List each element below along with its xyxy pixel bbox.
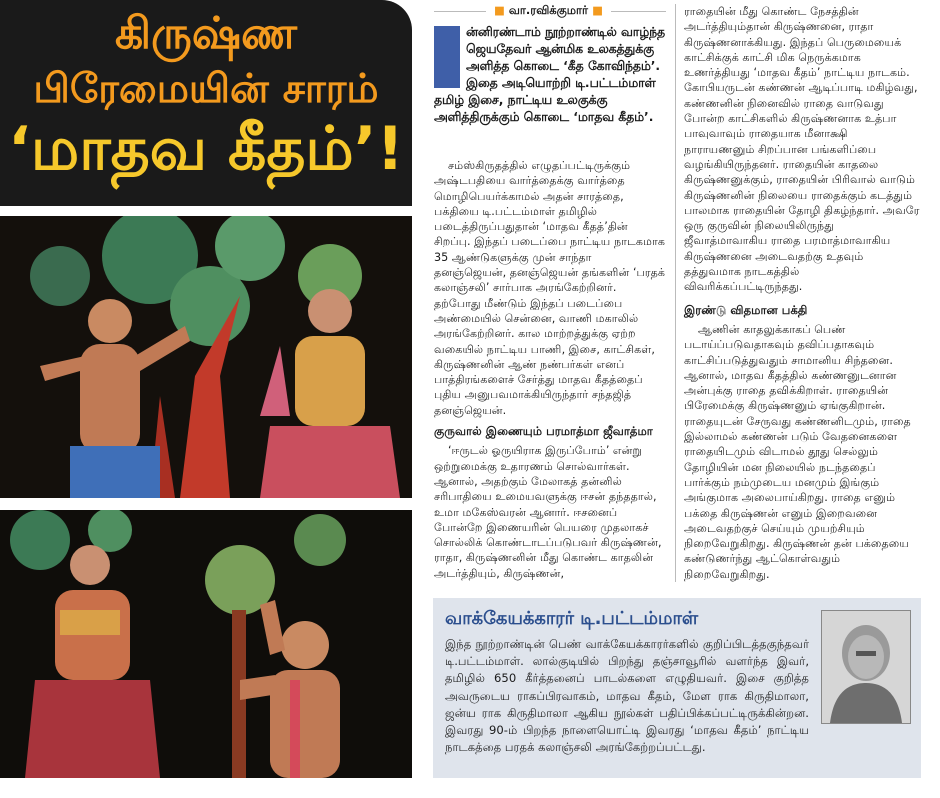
headline-line-3: ‘மாதவ கீதம்’!: [8, 114, 404, 184]
dance-photo-top: [0, 216, 412, 498]
box-text: இந்த நூற்றாண்டின் பெண் வாக்கேயக்காரர்களில் குறிப்பிடத்தகுந்தவர் டி.பட்டம்மாள். லால்குடியில் பிறந்து தஞ்சாவூரில் வளர்ந்த இவர், தமிழில் 650 கீர்த்தனைப் பாடல்களை எழுதியவர். இசை குறித்த அவருடைய ராகப்பிரவாகம், மாதவ கீதம், மேள ராக கிருதிமாலா, ஜன்ய ராக கிருதிமாலா ஆகிய நூல்கள் பதிப்பிக்கப்பட்டிருக்கின்றன. இவரது 90-ம் பிறந்த நாளையொட்டி இவரது ‘மாதவ கீதம்’ நாட்டிய நாடகத்தை பரதக் கலாஞ்சலி அரங்கேற்றப்பட்டது.: [445, 637, 809, 755]
intro-text: ன்னிரண்டாம் நூற்றாண்டில் வாழ்ந்த ஜெயதேவர் ஆன்மிக உலகத்துக்கு அளித்த கொடை ‘கீத கோவிந்தம்’. இதை அடியொற்றி டி.பட்டம்மாள் தமிழ் இசை, நாட்டிய உலகுக்கு அளித்திருக்கும் கொடை ‘மாதவ கீதம்’.: [434, 25, 666, 124]
col1-paragraph-2: ‘ஈருடல் ஓருயிராக இருப்போம்’ என்று ஒற்றுமைக்கு உதாரணம் சொல்வார்கள். ஆனால், அதற்கும் மேலாகத் தன்னில் சரிபாதியை உமையவளுக்கு ஈசன் தந்ததால், உமா மகேஸ்வரன் ஆனார். ஈசனைப் போன்றே இணையரின் பெயரை முதலாகச் சொல்லிக் கொண்டாடப்படுபவர் கிருஷ்ணன், ராதா, கிருஷ்ணனின் மீது கொண்ட காதலின் அடர்த்தியும், கிருஷ்ணன்,: [434, 444, 662, 580]
byline-bar: [434, 4, 666, 18]
box-title: வாக்கேயக்காரர் டி.பட்டம்மாள்: [445, 608, 699, 629]
subheading-1: குருவால் இணையும் பரமாத்மா ஜீவாத்மா: [434, 424, 653, 439]
column-divider: [675, 4, 676, 582]
byline-text: வா.ரவிக்குமார்: [508, 3, 589, 17]
intro-block: [434, 24, 666, 126]
subheading-2: இரண்டு விதமான பக்தி: [684, 302, 808, 317]
profile-box: [433, 598, 921, 778]
headline-block: [0, 0, 412, 206]
bullet-icon: ■: [494, 3, 509, 17]
headline-line-1: கிருஷ்ண: [114, 8, 298, 59]
column-2: [684, 4, 920, 582]
dropcap-mark: [434, 26, 460, 88]
dance-photo-bottom: [0, 510, 412, 778]
column-1: [434, 158, 666, 581]
bullet-icon: ■: [588, 3, 603, 17]
col2-paragraph-1: ராதையின் மீது கொண்ட நேசத்தின் அடர்த்தியும்தான் கிருஷ்ணனை, ராதா கிருஷ்ணனாக்கியது. இந்தப் பெருமையைக் காட்சிக்குக் காட்சி மிக நெருக்கமாக உணர்த்தியது ‘மாதவ கீதம்’ நாட்டிய நாடகம். கோபியருடன் கண்ணன் ஆடிப்பாடி மகிழ்வது, கண்ணனின் நினைவில் ராதை வாடுவது போன்ற காட்சிகளில் கிருஷ்ணனாக உத்பா பாவுவாவும் ராதையாக மீனாக்ஷி நாராயணனும் சிறப்பான பங்களிப்பை வழங்கியிருந்தனர். ராதையின் காதலை கிருஷ்ணனுக்கும், ராதையின் பிரிவால் வாடும் கிருஷ்ணனின் நிலையை ராதைக்கும் கடத்தும் பாலமாக ராதையின் தோழி திகழ்ந்தார். அவரே ஒரு குருவின் நிலையிலிருந்து ஜீவாத்மாவாகிய ராதை பரமாத்மாவாகிய கிருஷ்ணனை அடைவதற்கு உதவும் தத்துவமாக நாடகத்தில் விவரிக்கப்பட்டிருந்தது.: [684, 5, 920, 294]
col1-paragraph-1: சம்ஸ்கிருதத்தில் எழுதப்பட்டிருக்கும் அஷ்டபதியை வார்த்தைக்கு வார்த்தை மொழிபெயர்க்காமல் அதன் சாரத்தை, பக்தியை டி.பட்டம்மாள் தமிழில் படைத்திருப்பதுதான் ‘மாதவ கீதத்’தின் சிறப்பு. இந்தப் படைப்பை நாட்டிய நாடகமாக 35 ஆண்டுகளுக்கு முன் சாந்தா தனஞ்ஜெயன், தனஞ்ஜெயன் தங்களின் ‘பரதக் கலாஞ்சலி’ சார்பாக அரங்கேற்றினர். தற்போது மீண்டும் இந்தப் படைப்பை அண்மையில் சென்னை, வாணி மகாலில் அரங்கேற்றினர். கால மாற்றத்துக்கு ஏற்ற வகையில் நாட்டிய பாணி, இசை, காட்சிகள், கிருஷ்ணனின் ஆண் நண்பர்கள் எனப் பாத்திரங்களைச் சேர்த்து மாதவ கீதத்தைப் புதிய அனுபவமாக்கியிருந்தார் சந்தஜித் தனஞ்ஜெயன்.: [434, 159, 666, 417]
byline: [486, 3, 611, 19]
portrait-photo: [821, 610, 911, 724]
col2-paragraph-2: ஆணின் காதலுக்காகப் பெண் படாய்ப்படுவதாகவும் தவிப்பதாகவும் காட்சிப்படுத்துவதும் சாமானிய சிந்தனை. ஆனால், மாதவ கீதத்தில் கண்ணனுடனான அன்புக்கு ராதை தவிக்கிறாள். ராதையின் பிரேமைக்கு கிருஷ்ணனும் ஏங்குகிறான். ராதையுடன் சேருவது கண்ணனிடமும், ராதை இல்லாமல் கண்ணன் படும் வேதனைகளை ராதையிடமும் விடாமல் தூது செல்லும் தோழியின் மன நிலையில் நடந்ததைப் பார்க்கும் நம்முடைய மனமும் இங்கும் அங்குமாக அலைபாய்கிறது. ராதை எனும் பக்தை கிருஷ்ணன் எனும் இறைவனை அடைவதற்குச் செய்யும் முயற்சியும் நிறைவேறுகிறது. கிருஷ்ணன் தன் பக்தையை கண்டுணர்ந்து ஆட்கொள்வதும் நிறைவேறுகிறது.: [684, 322, 911, 581]
headline-line-2: பிரேமையின் சாரம்: [33, 66, 379, 112]
